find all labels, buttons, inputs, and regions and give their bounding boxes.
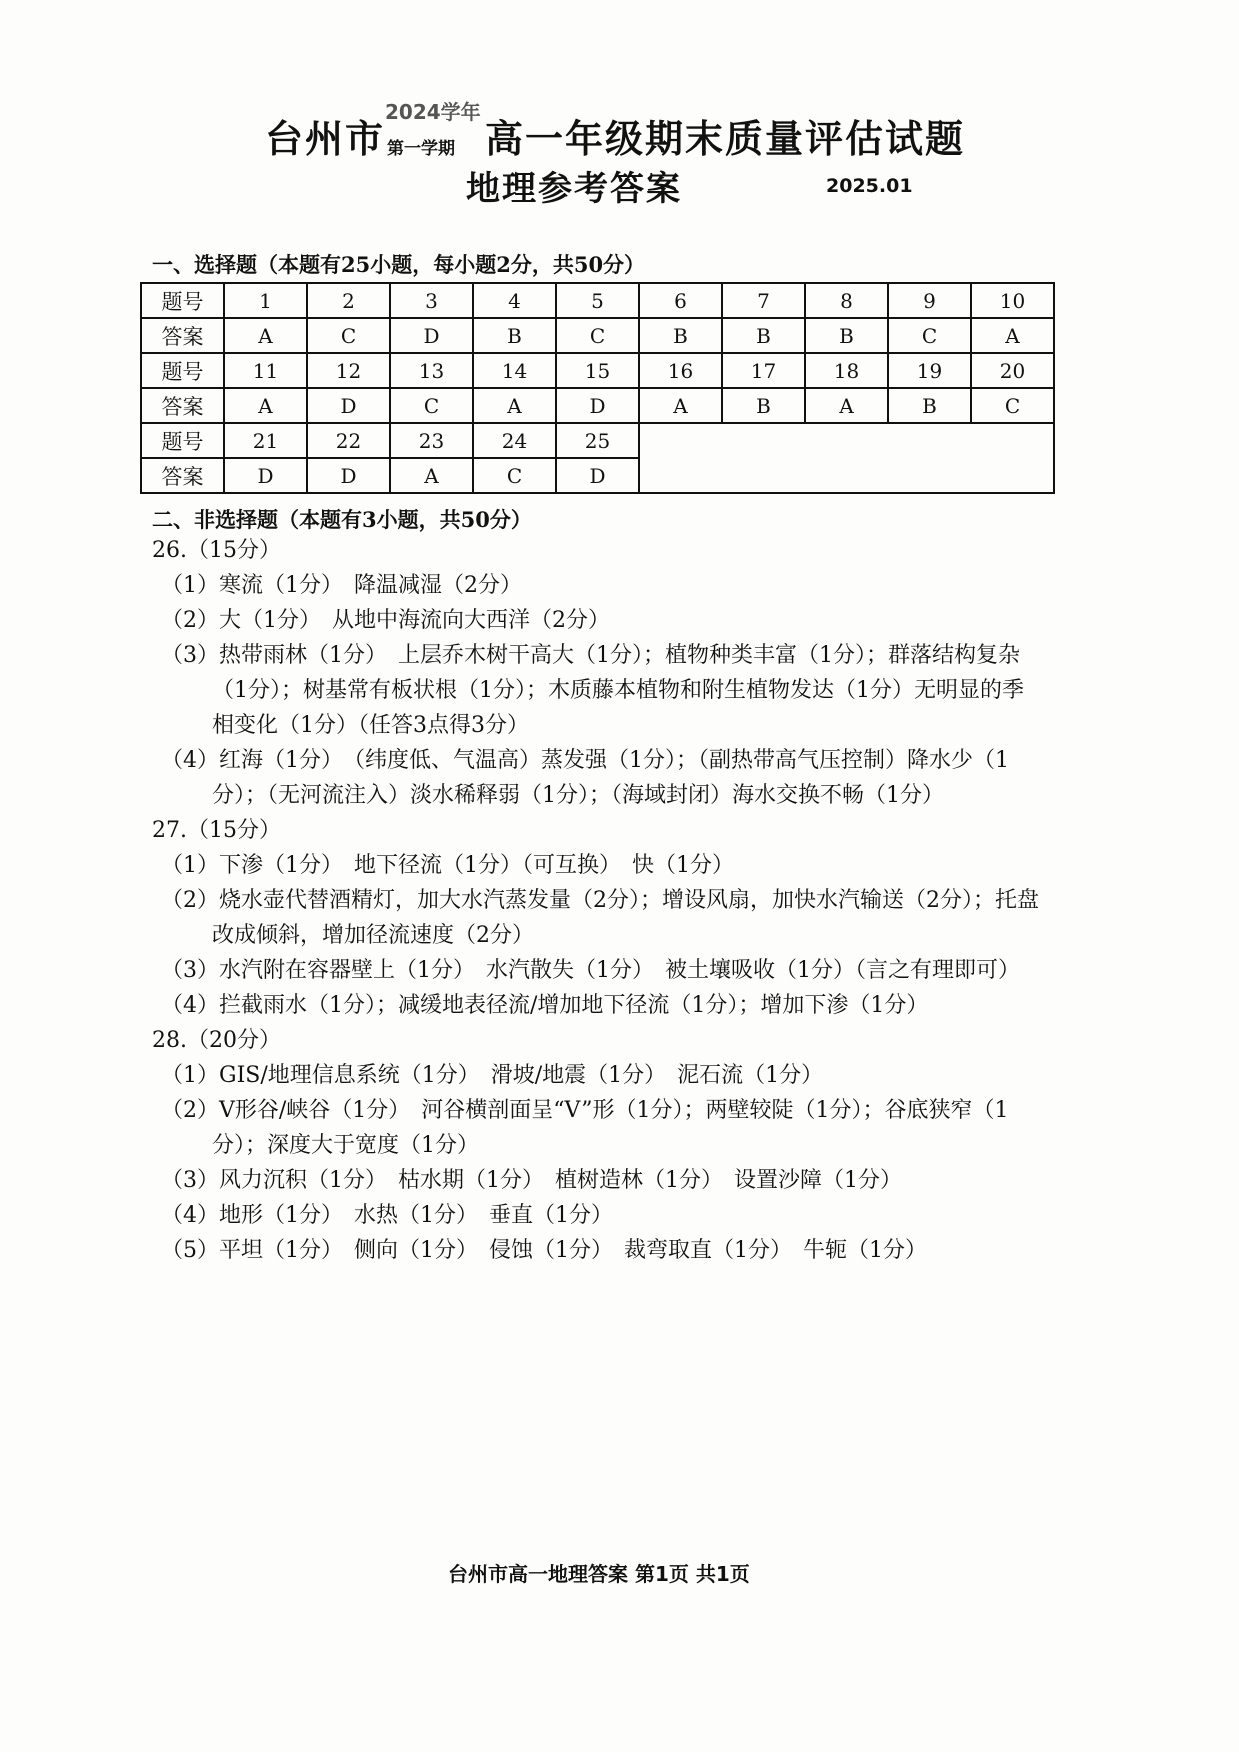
q26-line-3-cont: 相变化（1分）（任答3点得3分） xyxy=(212,713,529,738)
question-number: 15 xyxy=(556,353,639,388)
q28-line-3: （3）风力沉积（1分） 枯水期（1分） 植树造林（1分） 设置沙障（1分） xyxy=(161,1168,902,1193)
title-city: 台州市 xyxy=(265,117,386,161)
answer-cell: C xyxy=(473,458,556,493)
row-label-ans: 答案 xyxy=(141,318,224,353)
question-number: 17 xyxy=(722,353,805,388)
q27-line-3: （3）水汽附在容器壁上（1分） 水汽散失（1分） 被土壤吸收（1分）（言之有理即可） xyxy=(161,958,1020,983)
row-label-num: 题号 xyxy=(141,283,224,318)
question-number: 11 xyxy=(224,353,307,388)
question-number: 12 xyxy=(307,353,390,388)
answer-cell: A xyxy=(639,388,722,423)
table-row xyxy=(141,283,1054,318)
question-number: 1 xyxy=(224,283,307,318)
q27-line-2: （2）烧水壶代替酒精灯，加大水汽蒸发量（2分）；增设风扇，加快水汽输送（2分）；托盘 xyxy=(161,888,1039,913)
document-title xyxy=(265,100,966,163)
q26-title: 26.（15分） xyxy=(152,538,281,563)
answer-cell: A xyxy=(390,458,473,493)
question-number: 9 xyxy=(888,283,971,318)
question-number: 5 xyxy=(556,283,639,318)
document-subtitle: 地理参考答案 xyxy=(466,169,682,209)
q26-line-4-cont: 分）；（无河流注入）淡水稀释弱（1分）；（海域封闭）海水交换不畅（1分） xyxy=(212,783,944,808)
q28-line-4: （4）地形（1分） 水热（1分） 垂直（1分） xyxy=(161,1203,613,1228)
table-row xyxy=(141,318,1054,353)
question-number: 2 xyxy=(307,283,390,318)
q26-line-4: （4）红海（1分） （纬度低、气温高）蒸发强（1分）；（副热带高气压控制）降水少（1 xyxy=(161,748,1009,773)
title-term: 第一学期 xyxy=(387,139,456,159)
question-number: 4 xyxy=(473,283,556,318)
question-number: 18 xyxy=(805,353,888,388)
q28-line-2-cont: 分）；深度大于宽度（1分） xyxy=(212,1133,479,1158)
answer-cell: D xyxy=(556,458,639,493)
document-date: 2025.01 xyxy=(826,175,913,197)
question-number: 6 xyxy=(639,283,722,318)
answer-cell: C xyxy=(888,318,971,353)
answer-cell: D xyxy=(224,458,307,493)
question-number: 24 xyxy=(473,423,556,458)
q26-line-2: （2）大（1分） 从地中海流向大西洋（2分） xyxy=(161,608,610,633)
answer-cell: A xyxy=(224,388,307,423)
question-number: 23 xyxy=(390,423,473,458)
answer-table xyxy=(140,282,1055,494)
page-footer: 台州市高一地理答案 第1页 共1页 xyxy=(448,1562,750,1586)
answer-cell: C xyxy=(556,318,639,353)
answer-cell: D xyxy=(307,458,390,493)
q27-line-4: （4）拦截雨水（1分）；减缓地表径流/增加地下径流（1分）；增加下渗（1分） xyxy=(161,993,929,1018)
table-row xyxy=(141,388,1054,423)
answer-cell: B xyxy=(805,318,888,353)
q28-line-2: （2）V形谷/峡谷（1分） 河谷横剖面呈“V”形（1分）；两壁较陡（1分）；谷底狭窄（1 xyxy=(161,1098,1009,1123)
answer-cell: B xyxy=(473,318,556,353)
row-label-ans: 答案 xyxy=(141,458,224,493)
title-rest: 高一年级期末质量评估试题 xyxy=(485,117,966,161)
table-row xyxy=(141,353,1054,388)
answer-cell: C xyxy=(307,318,390,353)
answer-cell: D xyxy=(556,388,639,423)
answer-cell: B xyxy=(639,318,722,353)
question-number: 3 xyxy=(390,283,473,318)
q27-line-2-cont: 改成倾斜，增加径流速度（2分） xyxy=(212,923,534,948)
answer-cell: B xyxy=(722,318,805,353)
question-number: 14 xyxy=(473,353,556,388)
question-number: 8 xyxy=(805,283,888,318)
q27-title: 27.（15分） xyxy=(152,818,281,843)
answer-cell: A xyxy=(224,318,307,353)
answer-cell: B xyxy=(722,388,805,423)
question-number: 19 xyxy=(888,353,971,388)
question-number: 22 xyxy=(307,423,390,458)
title-year-overlay: 2024学年 xyxy=(385,100,481,124)
question-number: 16 xyxy=(639,353,722,388)
q26-line-3-cont: （1分）；树基常有板状根（1分）；木质藤本植物和附生植物发达（1分）无明显的季 xyxy=(212,678,1024,703)
answer-cell: A xyxy=(473,388,556,423)
table-row xyxy=(141,423,1054,458)
title-year-term xyxy=(385,100,485,159)
question-number: 21 xyxy=(224,423,307,458)
answer-cell: C xyxy=(971,388,1054,423)
section2-title: 二、非选择题（本题有3小题，共50分） xyxy=(152,507,532,532)
question-number: 10 xyxy=(971,283,1054,318)
empty-cell xyxy=(639,423,1054,493)
answer-cell: D xyxy=(390,318,473,353)
section1-title: 一、选择题（本题有25小题，每小题2分，共50分） xyxy=(152,252,646,277)
answer-cell: A xyxy=(971,318,1054,353)
q28-line-5: （5）平坦（1分） 侧向（1分） 侵蚀（1分） 裁弯取直（1分） 牛轭（1分） xyxy=(161,1238,927,1263)
question-number: 7 xyxy=(722,283,805,318)
q26-line-1: （1）寒流（1分） 降温减湿（2分） xyxy=(161,573,522,598)
answer-cell: A xyxy=(805,388,888,423)
answer-cell: B xyxy=(888,388,971,423)
q28-line-1: （1）GIS/地理信息系统（1分） 滑坡/地震（1分） 泥石流（1分） xyxy=(161,1063,824,1088)
row-label-num: 题号 xyxy=(141,353,224,388)
question-number: 25 xyxy=(556,423,639,458)
answer-cell: D xyxy=(307,388,390,423)
row-label-ans: 答案 xyxy=(141,388,224,423)
q26-line-3: （3）热带雨林（1分） 上层乔木树干高大（1分）；植物种类丰富（1分）；群落结构复杂 xyxy=(161,643,1020,668)
answer-cell: C xyxy=(390,388,473,423)
q28-title: 28.（20分） xyxy=(152,1028,281,1053)
row-label-num: 题号 xyxy=(141,423,224,458)
q27-line-1: （1）下渗（1分） 地下径流（1分）（可互换） 快（1分） xyxy=(161,853,734,878)
question-number: 20 xyxy=(971,353,1054,388)
question-number: 13 xyxy=(390,353,473,388)
